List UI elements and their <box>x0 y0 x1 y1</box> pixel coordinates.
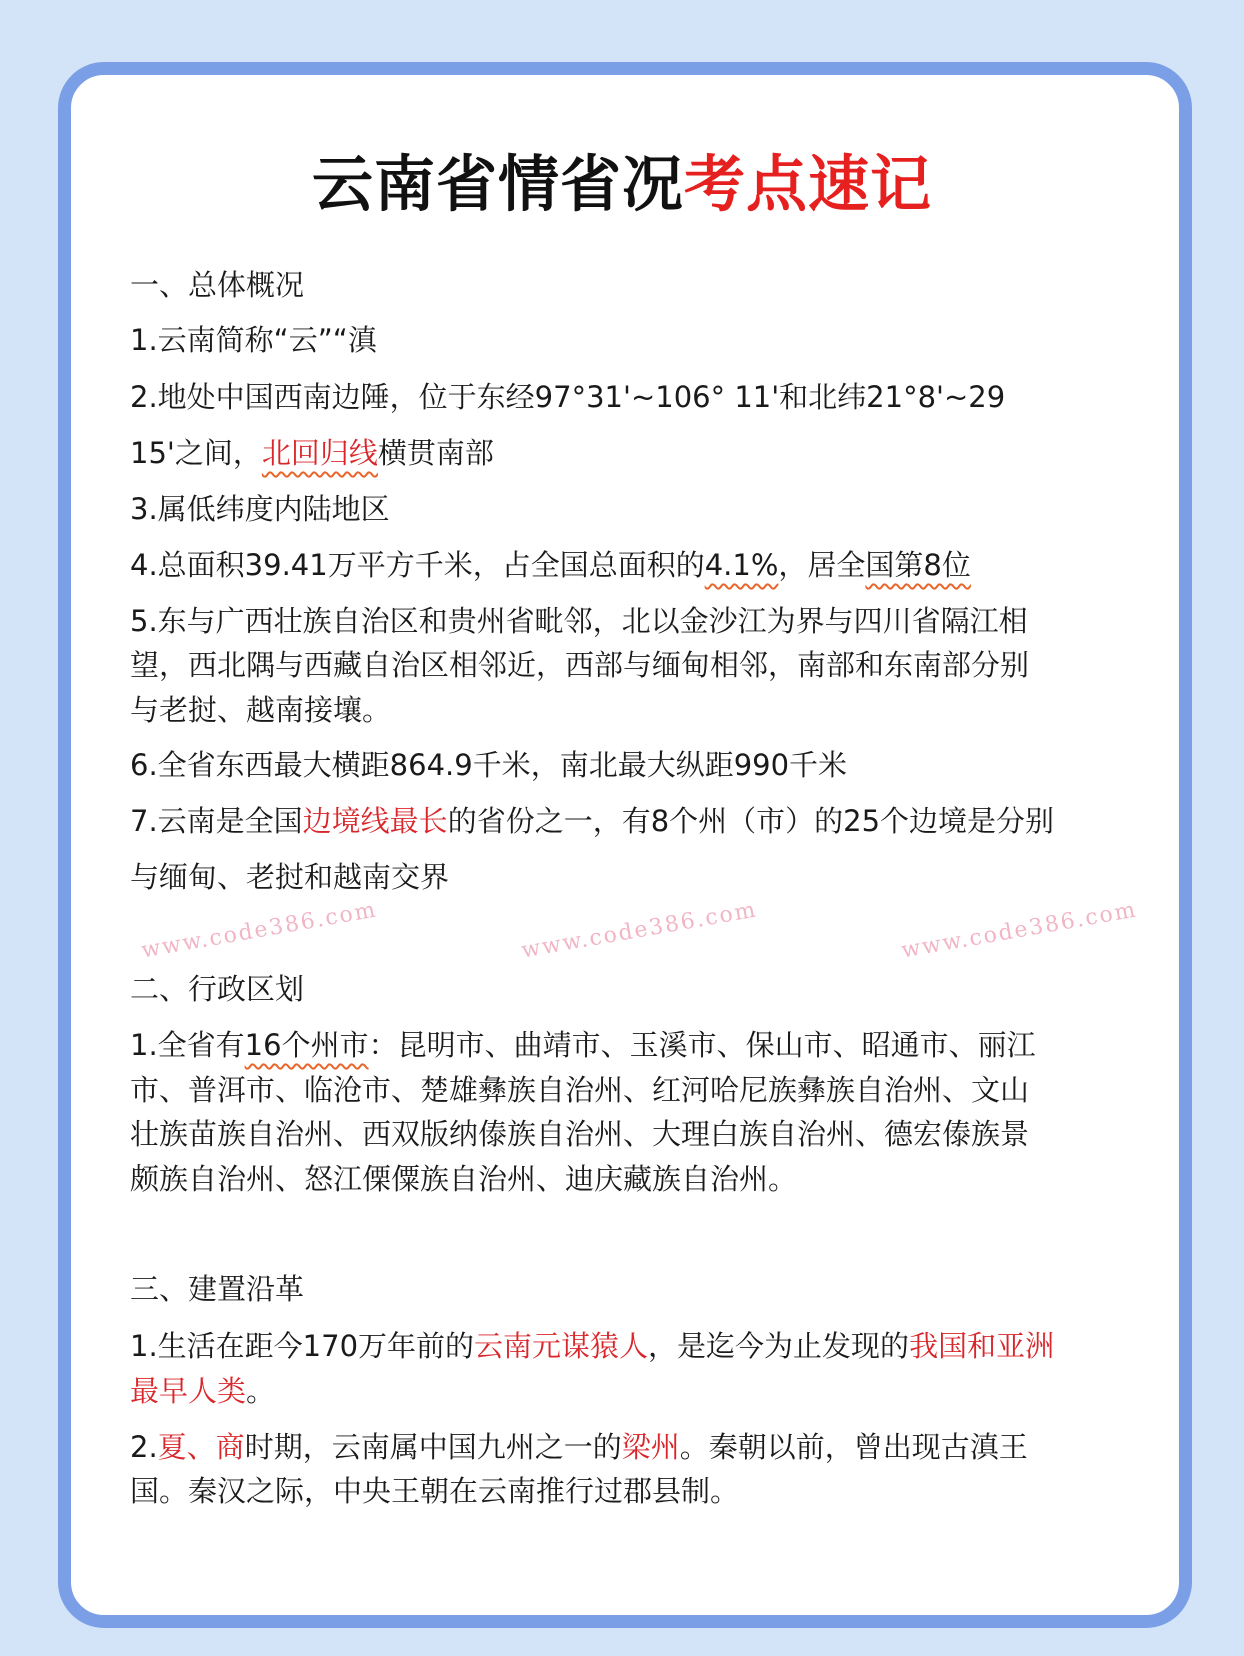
highlight-dynasty: 夏、商 <box>157 1430 245 1464</box>
item-3: 3.属低纬度内陆地区 <box>130 492 390 526</box>
section-heading-admin: 二、行政区划 <box>130 972 305 1006</box>
text: ：昆明市、曲靖市、玉溪市、保山市、昭通市、丽江 <box>368 1028 1036 1062</box>
text: 4.总面积39.41万平方千米，占全国总面积的 <box>130 548 705 582</box>
item-1: 1.云南简称“云”“滇 <box>130 323 377 357</box>
item-2-line-1: 2.地处中国西南边陲，位于东经97°31'~106° 11'和北纬21°8'~29 <box>130 380 1006 414</box>
text: 时期，云南属中国九州之一的 <box>244 1430 622 1464</box>
text: 。 <box>246 1374 276 1408</box>
text: 1.全省有 <box>130 1028 245 1062</box>
text: 7.云南是全国 <box>130 804 303 838</box>
page-title <box>0 150 1244 220</box>
watermark: www.code386.com <box>519 897 760 964</box>
highlight-earliest: 最早人类 <box>130 1374 247 1408</box>
watermark: www.code386.com <box>899 897 1140 964</box>
item-5-line-3: 与老挝、越南接壤。 <box>130 693 392 727</box>
item-4 <box>130 543 971 587</box>
item-6: 6.全省东西最大横距864.9千米，南北最大纵距990千米 <box>130 748 848 782</box>
history-1-line-1 <box>130 1324 1054 1368</box>
text: 15'之间， <box>130 436 262 470</box>
highlight-yuanmou: 云南元谋猿人 <box>474 1329 649 1363</box>
highlight-liangzhou: 梁州 <box>621 1430 680 1464</box>
text: 1.生活在距今170万年前的 <box>130 1329 475 1363</box>
highlight-asia: 我国和亚洲 <box>909 1329 1055 1363</box>
highlight-rank: 国第8位 <box>865 548 971 582</box>
text: 2. <box>130 1430 158 1464</box>
section-heading-overview: 一、总体概况 <box>130 268 305 302</box>
text: 。秦朝以前，曾出现古滇王 <box>679 1430 1028 1464</box>
history-2-line-2: 国。秦汉之际，中央王朝在云南推行过郡县制。 <box>130 1474 740 1508</box>
highlight-tropic: 北回归线 <box>261 436 378 470</box>
admin-line-3: 壮族苗族自治州、西双版纳傣族自治州、大理白族自治州、德宏傣族景 <box>130 1117 1030 1151</box>
item-7-line-1 <box>130 799 1054 843</box>
text: ，居全 <box>778 548 866 582</box>
highlight-border: 边境线最长 <box>302 804 448 838</box>
text: 横贯南部 <box>377 436 494 470</box>
highlight-percent: 4.1% <box>704 548 779 582</box>
text: ，是迄今为止发现的 <box>648 1329 910 1363</box>
watermark: www.code386.com <box>139 897 380 964</box>
title-black: 云南省情省况 <box>311 149 684 220</box>
item-2-line-2 <box>130 431 494 475</box>
item-7-line-2: 与缅甸、老挝和越南交界 <box>130 860 450 894</box>
history-1-line-2 <box>130 1369 275 1413</box>
title-red: 考点速记 <box>684 149 933 220</box>
section-heading-history: 三、建置沿革 <box>130 1272 305 1306</box>
highlight-count: 16个州市 <box>244 1028 369 1062</box>
admin-line-2: 市、普洱市、临沧市、楚雄彝族自治州、红河哈尼族彝族自治州、文山 <box>130 1073 1030 1107</box>
admin-line-1 <box>130 1023 1036 1067</box>
text: 的省份之一，有8个州（市）的25个边境是分别 <box>447 804 1055 838</box>
history-2-line-1 <box>130 1425 1028 1469</box>
admin-line-4: 颇族自治州、怒江傈僳族自治州、迪庆藏族自治州。 <box>130 1162 798 1196</box>
item-5-line-1: 5.东与广西壮族自治区和贵州省毗邻，北以金沙江为界与四川省隔江相 <box>130 604 1028 638</box>
item-5-line-2: 望，西北隅与西藏自治区相邻近，西部与缅甸相邻，南部和东南部分别 <box>130 648 1030 682</box>
